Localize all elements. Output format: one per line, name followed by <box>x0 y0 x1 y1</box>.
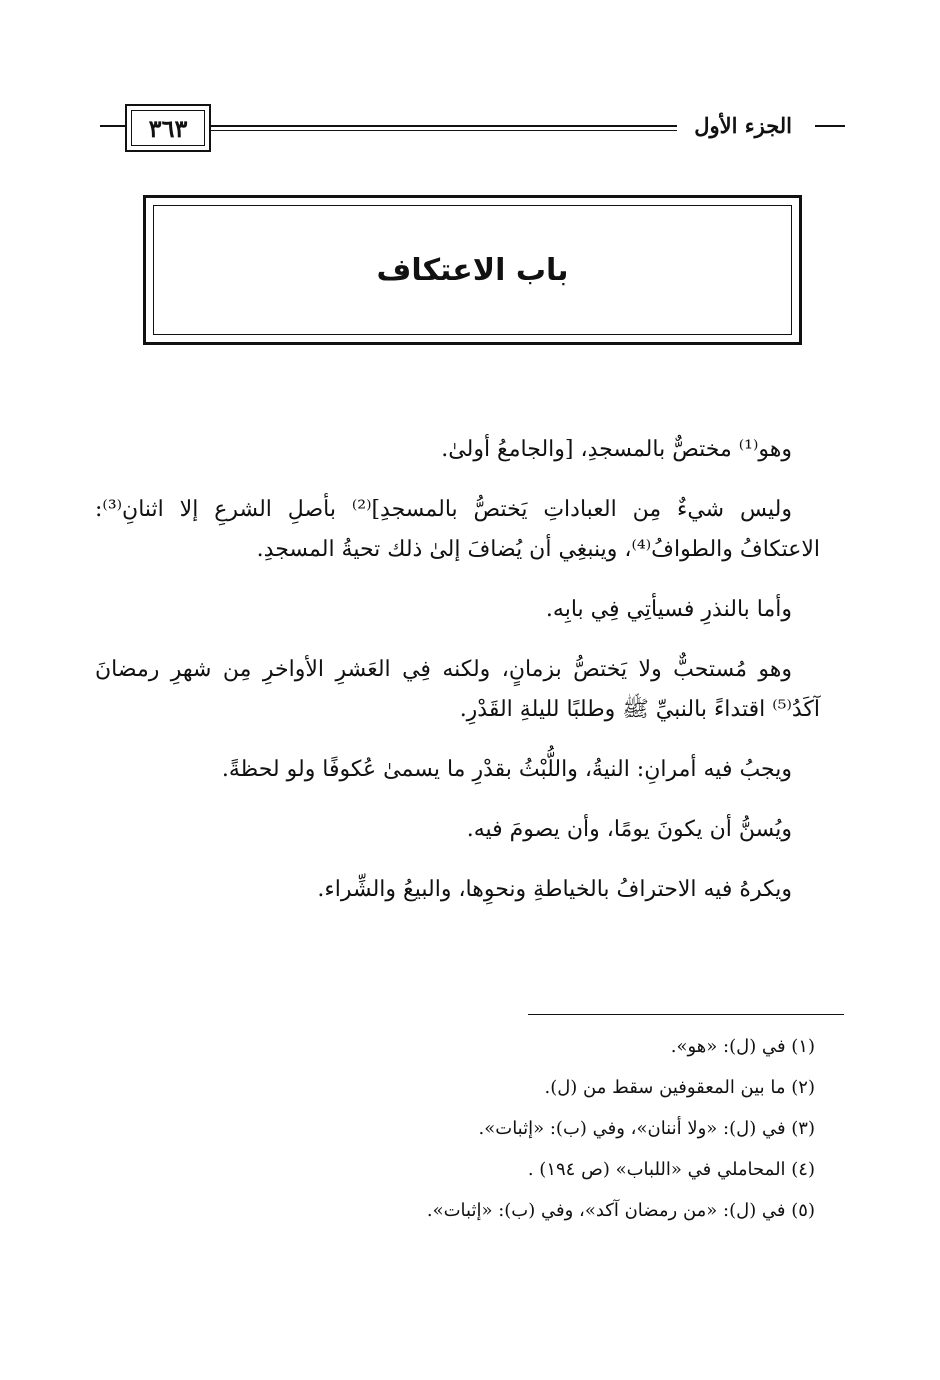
header-rule-middle-thin <box>211 130 677 131</box>
chapter-title-frame <box>143 195 802 345</box>
header-rule-right <box>815 125 845 127</box>
footnote: (٤) المحاملي في «اللباب» (ص ١٩٤) . <box>527 1159 815 1180</box>
paragraph: ويكرهُ فيه الاحترافُ بالخياطةِ ونحوِها، والبيعُ والشِّراء. <box>317 877 792 902</box>
paragraph: وهو⁽¹⁾ مختصٌّ بالمسجدِ، [والجامعُ أولىٰ. <box>441 437 792 462</box>
footnote: (١) في (ل): «هو». <box>670 1036 815 1057</box>
header-rule-left <box>100 125 125 127</box>
paragraph: ويُسنُّ أن يكونَ يومًا، وأن يصومَ فيه. <box>466 817 792 842</box>
page-number-box <box>125 104 211 152</box>
footnote: (٢) ما بين المعقوفين سقط من (ل). <box>544 1077 815 1098</box>
paragraph: وأما بالنذرِ فسيأتِي فِي بابِه. <box>545 597 792 622</box>
paragraph: وهو مُستحبٌّ ولا يَختصُّ بزمانٍ، ولكنه فِي العَشرِ الأواخرِ مِن شهرِ رمضانَ آكَدُ⁽⁵⁾ اقتداءً بالنبيِّ ﷺ وطلبًا لليلةِ القَدْرِ. <box>95 657 820 722</box>
footnotes <box>95 1026 815 1231</box>
running-head: الجزء الأول <box>694 113 792 138</box>
footnote: (٣) في (ل): «ولا أننان»، وفي (ب): «إثبات». <box>478 1118 815 1139</box>
footnote: (٥) في (ل): «من رمضان آكد»، وفي (ب): «إثبات». <box>426 1200 815 1221</box>
paragraph: وليس شيءٌ مِن العباداتِ يَختصُّ بالمسجدِ]⁽²⁾ بأصلِ الشرعِ إلا اثنانِ⁽³⁾: الاعتكافُ والطوافُ⁽⁴⁾، وينبغِي أن يُضافَ إلىٰ ذلك تحيةُ المسجدِ. <box>95 497 820 562</box>
paragraph: ويجبُ فيه أمرانِ: النيةُ، واللُّبْثُ بقدْرِ ما يسمىٰ عُكوفًا ولو لحظةً. <box>221 757 792 782</box>
header-rule-middle <box>211 125 677 127</box>
body-text <box>95 430 820 930</box>
chapter-title: باب الاعتكاف <box>376 252 569 288</box>
page-number: ٣٦٣ <box>148 113 188 143</box>
footnote-separator <box>528 1014 844 1015</box>
